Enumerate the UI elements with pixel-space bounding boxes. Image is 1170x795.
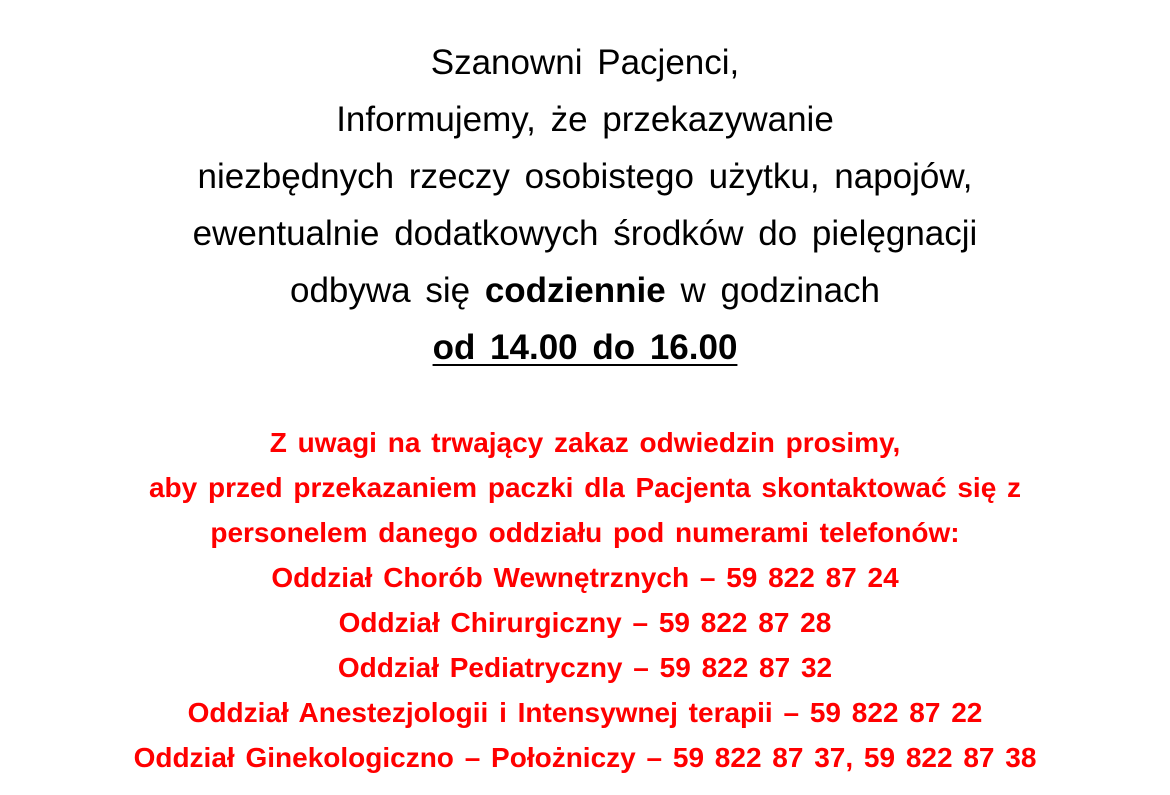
dash-separator: –	[646, 742, 663, 773]
items-line-2: ewentualnie dodatkowych środków do pielęgnacji	[192, 214, 978, 253]
dash-separator: –	[632, 607, 649, 638]
schedule-line	[0, 262, 1170, 319]
department-phone: 59 822 87 22	[809, 697, 983, 728]
warning-line-2: aby przed przekazaniem paczki dla Pacjenta skontaktować się z	[148, 472, 1022, 503]
dash-separator: –	[633, 652, 649, 683]
department-name: Oddział Anestezjologii i Intensywnej terapii	[187, 697, 773, 728]
department-row	[0, 735, 1170, 780]
department-name: Oddział Chirurgiczny	[338, 607, 622, 638]
schedule-emphasis: codziennie	[484, 271, 666, 310]
department-phone: 59 822 87 32	[659, 652, 833, 683]
department-phone: 59 822 87 24	[726, 562, 899, 593]
warning-line-3: personelem danego oddziału pod numerami telefonów:	[210, 517, 960, 548]
department-name: Oddział Pediatryczny	[337, 652, 623, 683]
department-row	[0, 690, 1170, 735]
department-row	[0, 600, 1170, 645]
dash-separator: –	[783, 697, 800, 728]
items-line-1: niezbędnych rzeczy osobistego użytku, napojów,	[197, 157, 973, 196]
hours-text: od 14.00 do 16.00	[432, 328, 738, 367]
department-row	[0, 645, 1170, 690]
warning-line-1: Z uwagi na trwający zakaz odwiedzin prosimy,	[269, 427, 901, 458]
hours-line	[0, 319, 1170, 376]
greeting: Szanowni Pacjenci,	[430, 43, 740, 82]
intro-line: Informujemy, że przekazywanie	[336, 100, 834, 139]
department-name: Oddział Chorób Wewnętrznych	[271, 562, 690, 593]
department-name: Oddział Ginekologiczno – Położniczy	[133, 742, 636, 773]
department-phone: 59 822 87 37, 59 822 87 38	[672, 742, 1037, 773]
info-block	[0, 34, 1170, 376]
dash-separator: –	[699, 562, 716, 593]
department-phone: 59 822 87 28	[658, 607, 832, 638]
department-row	[0, 555, 1170, 600]
schedule-suffix: w godzinach	[680, 271, 881, 310]
schedule-prefix: odbywa się	[289, 271, 471, 310]
warning-block	[0, 420, 1170, 780]
